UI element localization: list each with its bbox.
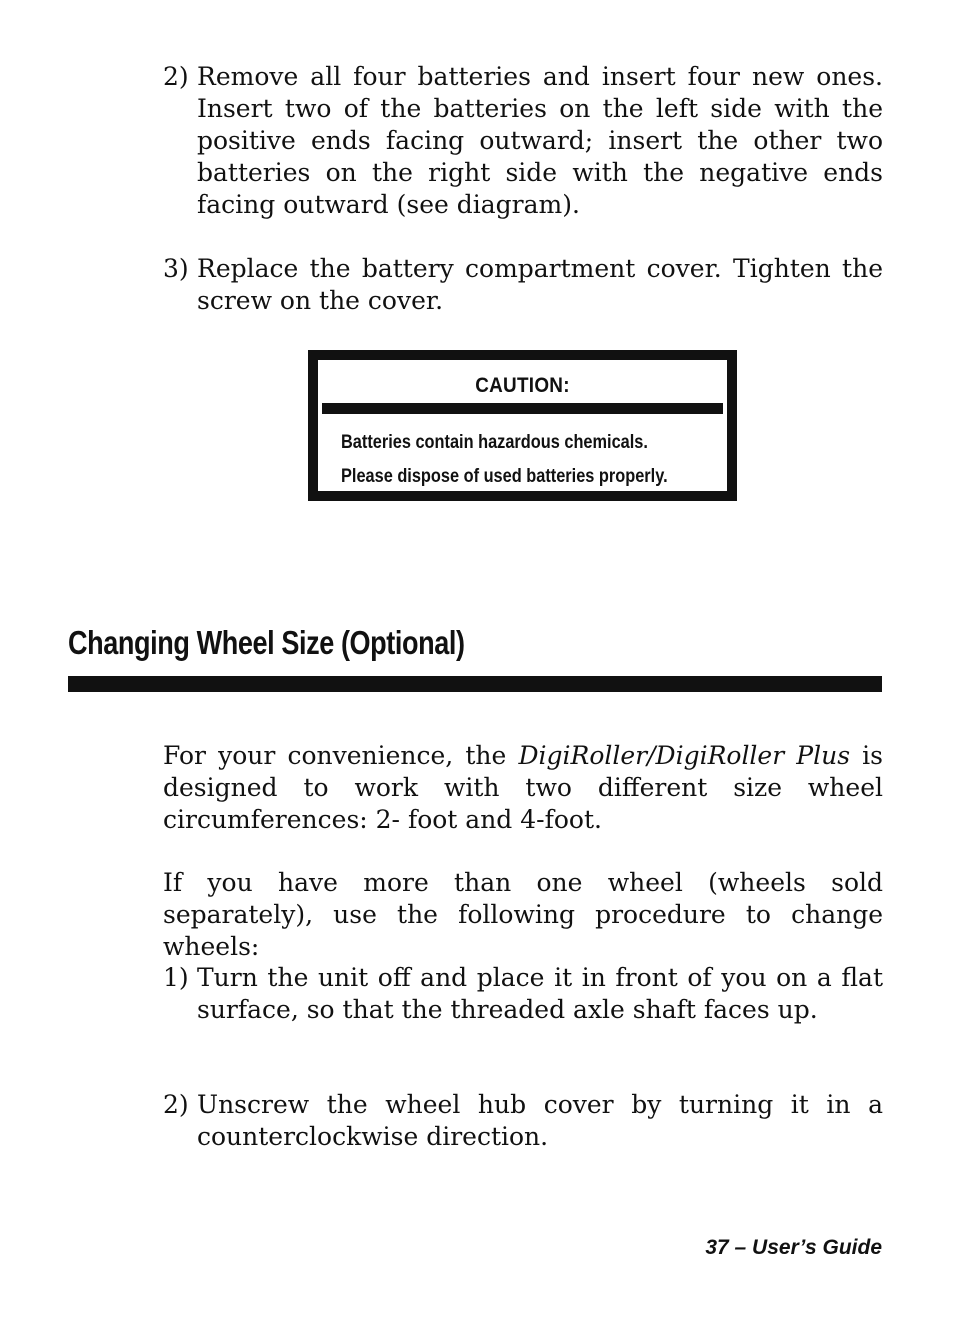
caution-divider (322, 403, 723, 414)
caution-box (308, 350, 737, 501)
step-text: Remove all four batteries and insert four new ones. Insert two of the batteries on the left side with the positive ends facing outward; insert the other two batteries on the right side with the negative ends facing outward (see diagram). (197, 62, 883, 219)
step-text: Turn the unit off and place it in front of you on a flat surface, so that the threaded axle shaft faces up. (197, 963, 883, 1024)
page-footer: 37 – User’s Guide (705, 1236, 882, 1259)
battery-step-2 (163, 61, 883, 221)
battery-step-3 (163, 253, 883, 317)
product-name: DigiRoller/DigiRoller Plus (518, 741, 851, 770)
step-text: Unscrew the wheel hub cover by turning it in a counterclockwise direction. (197, 1090, 883, 1151)
wheel-step-1 (163, 962, 883, 1026)
caution-message (341, 426, 668, 494)
intro-paragraph (163, 740, 883, 836)
caution-line: Batteries contain hazardous chemicals. (341, 432, 648, 453)
procedure-paragraph: If you have more than one wheel (wheels sold separately), use the following procedure to change wheels: (163, 868, 883, 961)
intro-text: For your convenience, the (163, 741, 519, 770)
step-number: 2) (163, 62, 189, 91)
section-heading: Changing Wheel Size (Optional) (68, 624, 465, 661)
intro-text-end: is designed to work with two different size wheel circumferences: 2- foot and 4-foot. (163, 741, 883, 834)
caution-title: CAUTION: (475, 374, 570, 397)
heading-rule (68, 676, 882, 692)
step-text: Replace the battery compartment cover. Tighten the screw on the cover. (197, 254, 883, 315)
caution-line: Please dispose of used batteries properly. (341, 466, 668, 487)
step-number: 2) (163, 1090, 189, 1119)
wheel-step-2 (163, 1089, 883, 1153)
step-number: 3) (163, 254, 189, 283)
step-number: 1) (163, 963, 189, 992)
